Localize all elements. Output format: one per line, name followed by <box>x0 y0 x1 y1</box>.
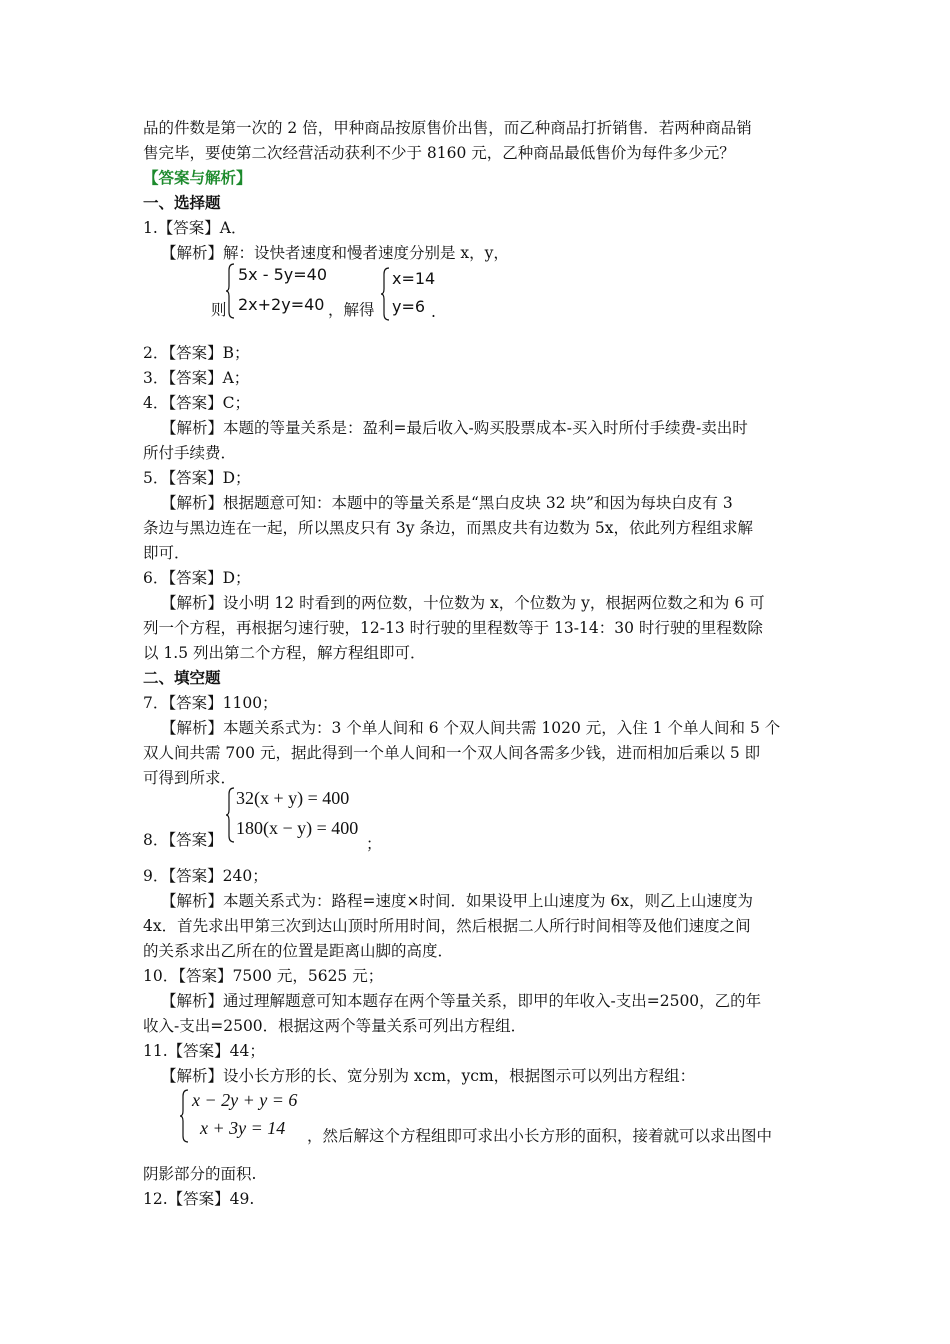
answer-line: 11.【答案】44； <box>143 1042 265 1060</box>
explanation-line: 【解析】本题关系式为：3 个单人间和 6 个双人间共需 1020 元，入住 1 个单人间和 5 个 <box>161 719 781 737</box>
answer-line: 6．【答案】D； <box>143 569 251 587</box>
explanation-line: 以 1.5 列出第二个方程，解方程组即可． <box>143 644 426 662</box>
explanation-line: 【解析】设小明 12 时看到的两位数，十位数为 x，个位数为 y，根据两位数之和为 6 可 <box>161 594 765 612</box>
explanation-line: 【解析】通过理解题意可知本题存在两个等量关系，即甲的年收入-支出=2500，乙的年 <box>161 992 762 1010</box>
brace-icon <box>226 786 236 844</box>
answer-line: 8．【答案】 <box>143 831 223 849</box>
explanation-line: 列一个方程，再根据匀速行驶，12-13 时行驶的里程数等于 13-14：30 时行驶的里程数除 <box>143 619 763 637</box>
explanation-line: 阴影部分的面积. <box>143 1165 257 1183</box>
explanation-line: 的关系求出乙所在的位置是距离山脚的高度． <box>143 942 454 960</box>
equation: y=6 <box>392 297 426 316</box>
explanation-line: 收入-支出=2500．根据这两个等量关系可列出方程组． <box>143 1017 527 1035</box>
equation: x=14 <box>392 269 436 288</box>
equation: 180(x − y) = 400 <box>236 818 359 838</box>
brace-icon <box>226 262 236 320</box>
section-heading-choice: 一、选择题 <box>143 193 221 212</box>
explanation-line: ，然后解这个方程组即可求出小长方形的面积，接着就可以求出图中 <box>307 1127 773 1145</box>
explanation-line: 【解析】解：设快者速度和慢者速度分别是 x，y， <box>161 244 509 262</box>
explanation-line: 可得到所求． <box>143 769 237 787</box>
equation: 32(x + y) = 400 <box>236 788 350 808</box>
answer-line: 1.【答案】A． <box>143 219 247 237</box>
brace-icon <box>381 266 391 322</box>
answer-line: 12.【答案】49. <box>143 1190 255 1208</box>
explanation-line: 【解析】根据题意可知：本题中的等量关系是“黑白皮块 32 块”和因为每块白皮有 3 <box>161 494 733 512</box>
equation: x + 3y = 14 <box>200 1118 286 1138</box>
explanation-line: 双人间共需 700 元，据此得到一个单人间和一个双人间各需多少钱，进而相加后乘以 5 即 <box>143 744 761 762</box>
answer-line: 4．【答案】C； <box>143 394 250 412</box>
brace-icon <box>180 1088 190 1144</box>
explanation-line: 【解析】本题关系式为：路程=速度×时间．如果设甲上山速度为 6x，则乙上山速度为 <box>161 892 754 910</box>
section-heading-fill: 二、填空题 <box>143 668 221 687</box>
equation-system <box>180 1088 310 1146</box>
equation: 2x+2y=40 <box>238 295 325 314</box>
answer-line: 3．【答案】A； <box>143 369 250 387</box>
solution-system <box>381 266 436 324</box>
explanation-line: 所付手续费． <box>143 444 237 462</box>
answer-line: 5．【答案】D； <box>143 469 251 487</box>
explanation-line: 4x．首先求出甲第三次到达山顶时所用时间，然后根据二人所行时间相等及他们速度之间 <box>143 917 751 935</box>
text-fragment: 则 <box>211 301 227 319</box>
text-line: 售完毕，要使第二次经营活动获利不少于 8160 元，乙种商品最低售价为每件多少元？ <box>143 144 735 162</box>
answer-section-heading: 【答案与解析】 <box>143 168 252 187</box>
equation: 5x - 5y=40 <box>238 265 328 284</box>
text-line: 品的件数是第一次的 2 倍，甲种商品按原售价出售，而乙种商品打折销售．若两种商品销 <box>143 119 752 137</box>
explanation-line: 【解析】本题的等量关系是：盈利=最后收入-购买股票成本-买入时所付手续费-卖出时 <box>161 419 748 437</box>
answer-line: 10．【答案】7500 元，5625 元； <box>143 967 384 985</box>
equation: x − 2y + y = 6 <box>192 1090 298 1110</box>
text-fragment: ，解得 <box>328 301 375 319</box>
explanation-line: 即可． <box>143 544 190 562</box>
answer-line: 7．【答案】1100； <box>143 694 278 712</box>
explanation-line: 条边与黑边连在一起，所以黑皮只有 3y 条边，而黑皮共有边数为 5x，依此列方程组求解 <box>143 519 754 537</box>
text-fragment: . <box>431 303 436 321</box>
answer-line: 2．【答案】B； <box>143 344 250 362</box>
explanation-line: 【解析】设小长方形的长、宽分别为 xcm，ycm，根据图示可以列出方程组： <box>161 1067 696 1085</box>
text-fragment: ； <box>366 835 382 853</box>
equation-system <box>226 786 376 846</box>
answer-line: 9．【答案】240； <box>143 867 268 885</box>
equation-system <box>226 262 336 322</box>
